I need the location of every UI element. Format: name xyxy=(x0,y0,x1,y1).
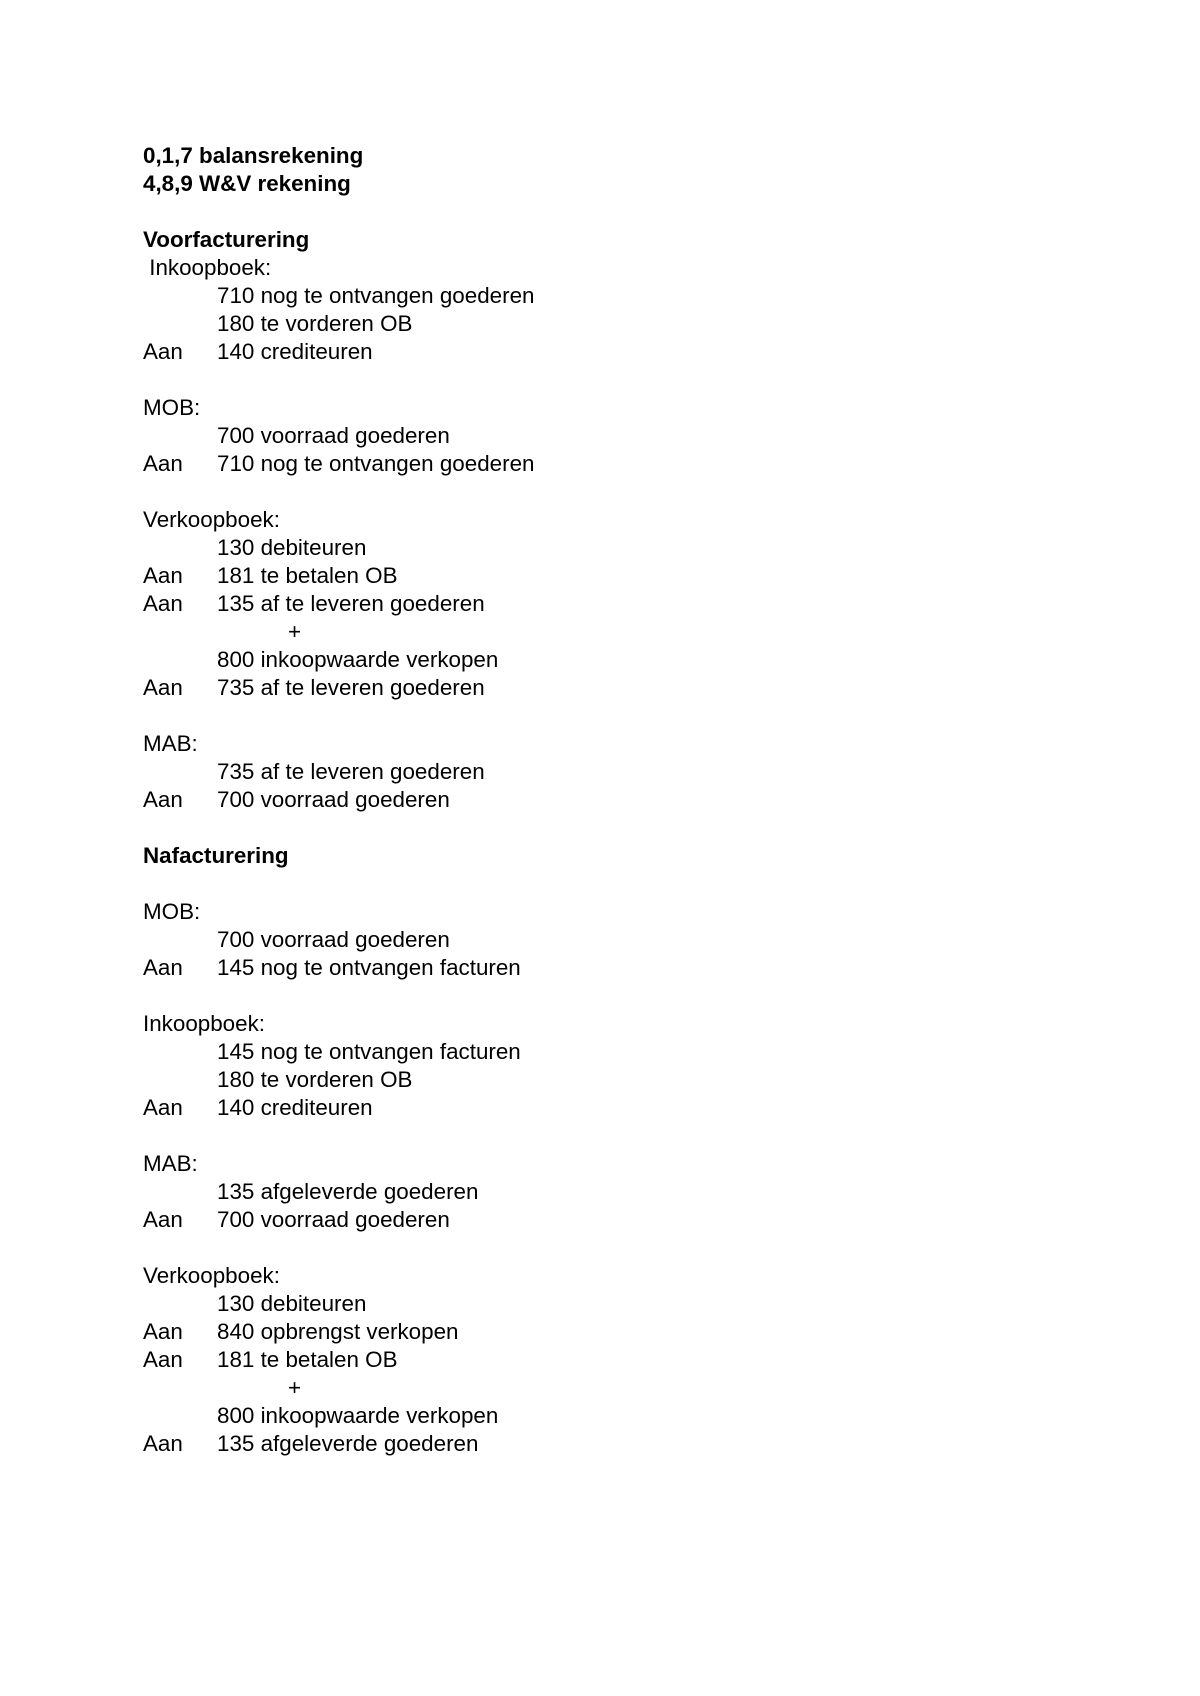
aan-label: Aan xyxy=(143,955,183,980)
aan-label: Aan xyxy=(143,1431,183,1456)
document-page: 0,1,7 balansrekening 4,8,9 W&V rekening Voorfacturering Inkoopboek: 710 nog te ontvangen goederen 180 te vorderen OB Aan 140 crediteuren MOB: 700 voorraad goederen Aan 710 nog te ontvangen goederen Verkoopboek: 130 debiteuren Aan 181 te betalen OB Aan 135 af te leveren goederen + 800 inkoopwaarde verkopen Aan 735 af te leveren goederen MAB: 735 af te leveren goederen Aan 700 voorraad goederen Nafacturering MOB: 700 voorraad goederen Aan 145 nog te ontvangen facturen Inkoopboek: 145 nog te ontvangen facturen 180 te vorderen OB Aan 140 crediteuren MAB: 135 afgeleverde goederen Aan 700 voorraad goederen Verkoopboek: 130 debiteuren Aan 840 opbrengst verkopen Aan 181 te betalen OB + 800 inkoopwaarde verkopen Aan 135 afgeleverde goederen xyxy=(143,143,535,1456)
aan-label: Aan xyxy=(143,1347,183,1372)
aan-label: Aan xyxy=(143,339,183,364)
aan-label: Aan xyxy=(143,675,183,700)
aan-label: Aan xyxy=(143,787,183,812)
aan-label: Aan xyxy=(143,563,183,588)
aan-label: Aan xyxy=(143,1207,183,1232)
aan-label: Aan xyxy=(143,591,183,616)
aan-label: Aan xyxy=(143,1095,183,1120)
aan-label: Aan xyxy=(143,1319,183,1344)
aan-label: Aan xyxy=(143,451,183,476)
